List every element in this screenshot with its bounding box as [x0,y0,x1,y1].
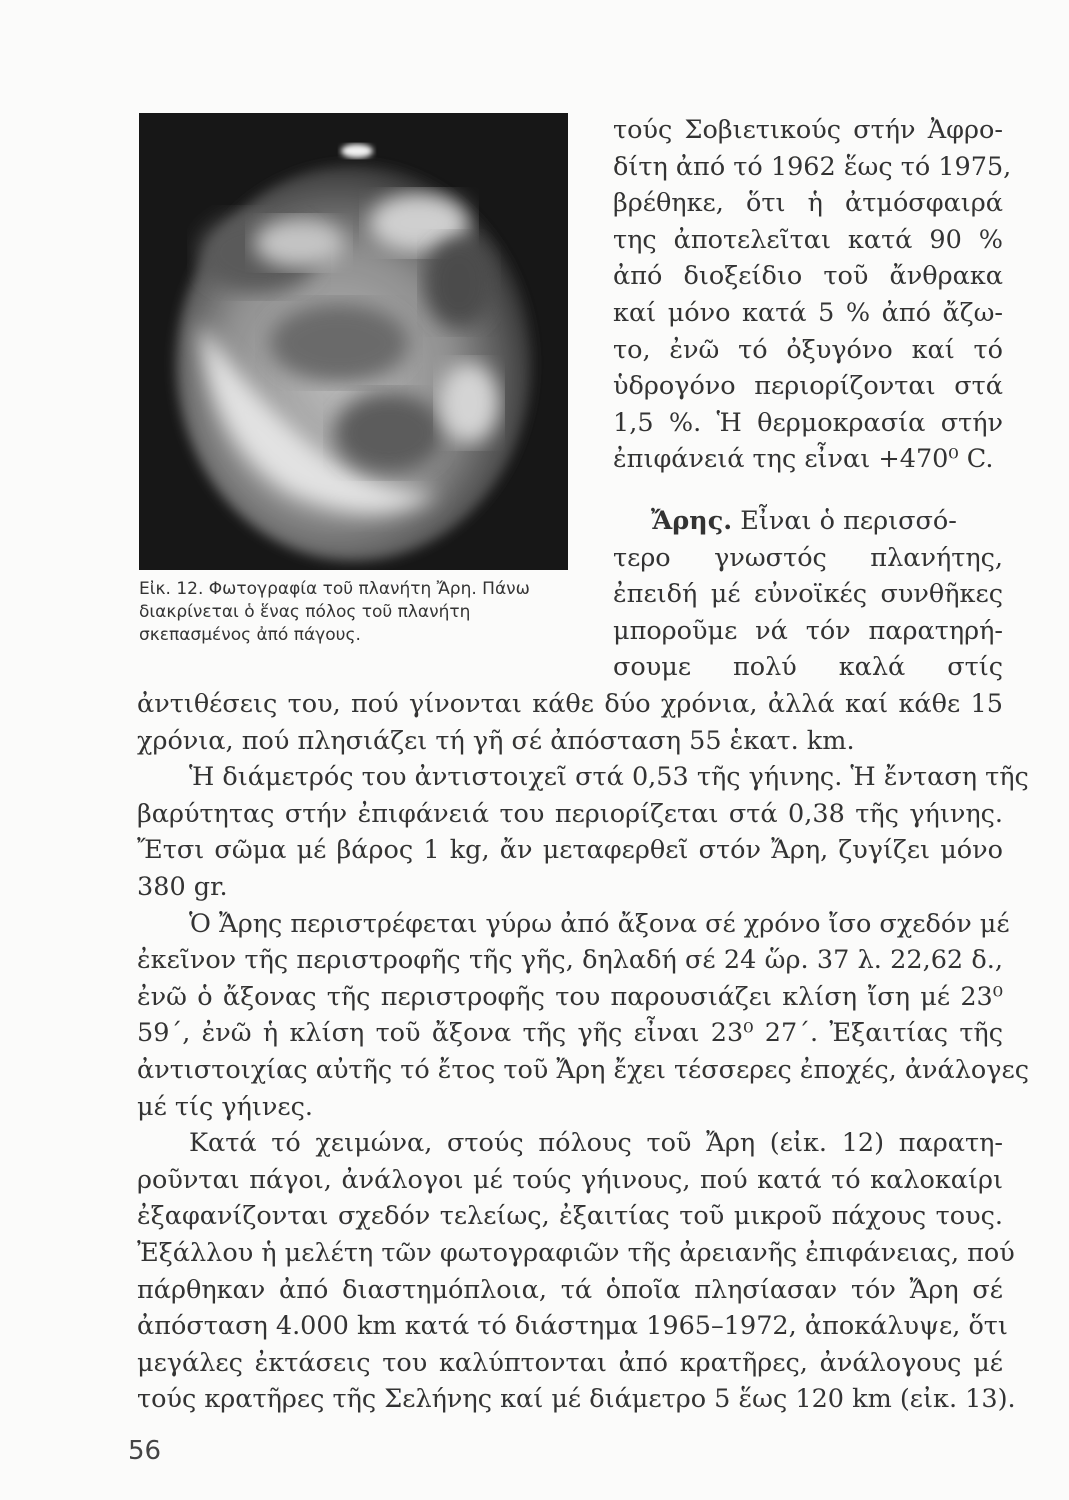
text-line: μποροῦμε νά τόν παρατηρή- [613,615,1003,646]
body-text [137,686,1030,1418]
text-line: βαρύτητας στήν ἐπιφάνειά του περιορίζεται στά 0,38 τῆς γήινης. [137,798,1003,829]
right-column-text [613,112,1012,478]
text-line: Κατά τό χειμώνα, στούς πόλους τοῦ Ἄρη (εἰκ. 12) παρατη- [189,1128,1003,1159]
text-line: ἐπειδή μέ εὐνοϊκές συνθῆκες [613,579,1003,610]
text-line: μεγάλες ἐκτάσεις του καλύπτονται ἀπό κρατῆρες, ἀνάλογους μέ [137,1347,1003,1378]
text-line: τούς Σοβιετικούς στήν Ἀφρο- [613,115,1003,145]
text-line: δίτη ἀπό τό 1962 ἕως τό 1975, [613,151,1012,182]
text-line: ἀπόσταση 4.000 km κατά τό διάστημα 1965–1972, ἀποκάλυψε, ὅτι [137,1311,1008,1342]
text-line: 1,5 %. Ἡ θερμοκρασία στήν [613,407,1003,438]
text-line: ὑδρογόνο περιορίζονται στά [613,371,1003,402]
text-line: ἀντιθέσεις του, πού γίνονται κάθε δύο χρόνια, ἀλλά καί κάθε 15 [137,689,1003,719]
text-line: καί μόνο κατά 5 % ἀπό ἄζω- [613,297,1003,328]
text-line: 380 gr. [137,871,228,902]
text-line: σουμε πολύ καλά στίς [613,652,1003,683]
page-number: 56 [128,1436,162,1466]
text-line: το, ἐνῶ τό ὀξυγόνο καί τό [613,334,1003,365]
text-line: της ἀποτελεῖται κατά 90 % [613,224,1003,255]
text-line: 59΄, ἐνῶ ἡ κλίση τοῦ ἄξονα τῆς γῆς εἶναι 23⁰ 27΄. Ἐξαιτίας τῆς [137,1018,1003,1049]
text-line: μέ τίς γήινες. [137,1091,313,1122]
text-line: Ὁ Ἄρης περιστρέφεται γύρω ἀπό ἄξονα σέ χρόνο ἴσο σχεδόν μέ [189,908,1010,939]
text-line: χρόνια, πού πλησιάζει τή γῆ σέ ἀπόσταση 55 ἑκατ. km. [137,725,855,756]
text-line: ροῦνται πάγοι, ἀνάλογοι μέ τούς γήινους, πού κατά τό καλοκαίρι [137,1164,1003,1195]
text-line: Ἔτσι σῶμα μέ βάρος 1 kg, ἄν μεταφερθεῖ στόν Ἄρη, ζυγίζει μόνο [137,835,1003,866]
text-line: βρέθηκε, ὅτι ἡ ἀτμόσφαιρά [613,188,1003,219]
text-line: τούς κρατῆρες τῆς Σελήνης καί μέ διάμετρο 5 ἕως 120 km (εἰκ. 13). [137,1384,1016,1415]
text-line: Ἐξάλλου ἡ μελέτη τῶν φωτογραφιῶν τῆς ἀρειανῆς ἐπιφάνειας, πού [137,1237,1015,1268]
section-first-line [613,503,1003,540]
text-line: ἀπό διοξείδιο τοῦ ἄνθρακα [613,261,1003,292]
text-line: Εἶναι ὁ περισσό- [732,506,957,536]
text-line: τερο γνωστός πλανήτης, [613,542,1003,573]
text-line: Ἡ διάμετρός του ἀντιστοιχεῖ στά 0,53 τῆς γήινης. Ἡ ἔνταση τῆς [189,762,1029,793]
text-line: ἀντιστοιχίας αὐτῆς τό ἔτος τοῦ Ἄρη ἔχει τέσσερες ἐποχές, ἀνάλογες [137,1054,1030,1085]
mars-section-column [613,503,1003,686]
text-line: πάρθηκαν ἀπό διαστημόπλοια, τά ὁποῖα πλησίασαν τόν Ἄρη σέ [137,1274,1003,1305]
mars-photograph [139,113,568,570]
text-line: ἐξαφανίζονται σχεδόν τελείως, ἐξαιτίας τοῦ μικροῦ πάχους τους. [137,1201,1003,1232]
section-heading-mars: Ἄρης. [651,506,733,536]
text-line: ἐκεῖνον τῆς περιστροφῆς τῆς γῆς, δηλαδή σέ 24 ὥρ. 37 λ. 22,62 δ., [137,945,1003,976]
text-line: ἐπιφάνειά της εἶναι +470⁰ C. [613,444,994,475]
text-line: ἐνῶ ὁ ἄξονας τῆς περιστροφῆς του παρουσιάζει κλίση ἴση μέ 23⁰ [137,981,1003,1012]
figure-caption: Εἰκ. 12. Φωτογραφία τοῦ πλανήτη Ἄρη. Πάνω διακρίνεται ὁ ἕνας πόλος τοῦ πλανήτη σκεπασμένος ἀπό πάγους. [139,579,530,645]
